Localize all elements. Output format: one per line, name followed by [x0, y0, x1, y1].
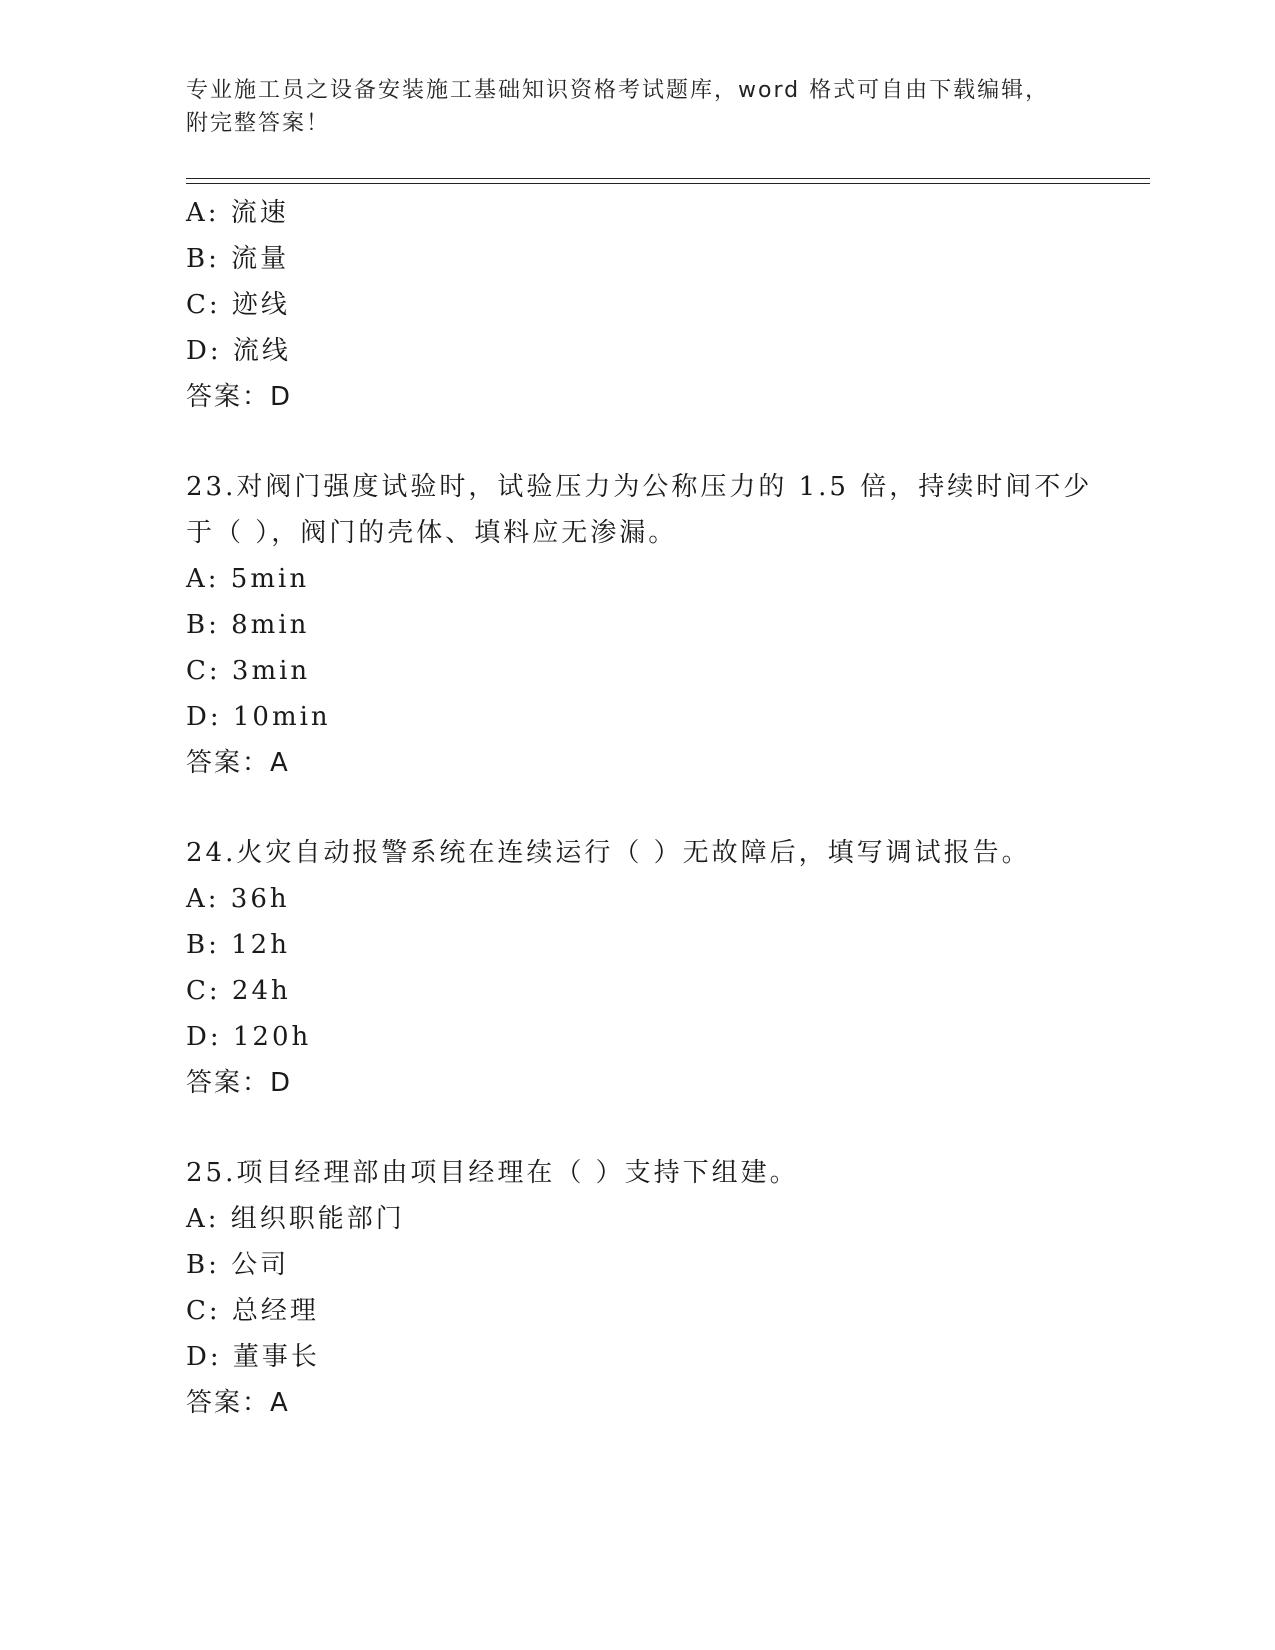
- option-d: D: 董事长: [186, 1342, 320, 1372]
- question-list: [186, 190, 1150, 1426]
- question-text-line-1: 25.项目经理部由项目经理在（ ）支持下组建。: [186, 1158, 799, 1188]
- header-divider-top: [186, 178, 1150, 179]
- spacer: [186, 420, 1150, 464]
- option-b: B: 12h: [186, 930, 290, 960]
- option-d: D: 流线: [186, 336, 291, 366]
- header-divider-bottom: [186, 183, 1150, 184]
- option-c: C: 总经理: [186, 1296, 319, 1326]
- question-text-line-2: 于（ ），阀门的壳体、填料应无渗漏。: [186, 518, 678, 548]
- question-25: [186, 1150, 1150, 1426]
- header-line-1: 专业施工员之设备安装施工基础知识资格考试题库，word 格式可自由下载编辑，: [186, 78, 1050, 103]
- spacer: [186, 1106, 1150, 1150]
- answer-line: 答案：A: [186, 748, 290, 778]
- question-text-line-1: 23.对阀门强度试验时，试验压力为公称压力的 1.5 倍，持续时间不少: [186, 472, 1093, 502]
- option-d: D: 120h: [186, 1022, 312, 1052]
- option-a: A: 36h: [186, 884, 290, 914]
- spacer: [186, 786, 1150, 830]
- option-a: A: 组织职能部门: [186, 1204, 405, 1234]
- option-b: B: 8min: [186, 610, 310, 640]
- question-22: [186, 190, 1150, 420]
- answer-line: 答案：A: [186, 1388, 290, 1418]
- option-c: C: 3min: [186, 656, 311, 686]
- question-24: [186, 830, 1150, 1106]
- answer-line: 答案：D: [186, 1068, 293, 1098]
- option-b: B: 流量: [186, 244, 290, 274]
- question-text-line-1: 24.火灾自动报警系统在连续运行（ ）无故障后，填写调试报告。: [186, 838, 1031, 868]
- option-a: A: 流速: [186, 198, 289, 228]
- document-header: [186, 74, 1086, 140]
- option-d: D: 10min: [186, 702, 331, 732]
- option-a: A: 5min: [186, 564, 310, 594]
- option-c: C: 24h: [186, 976, 291, 1006]
- header-line-2: 附完整答案！: [186, 111, 331, 136]
- option-b: B: 公司: [186, 1250, 290, 1280]
- answer-line: 答案：D: [186, 382, 293, 412]
- option-c: C: 迹线: [186, 290, 290, 320]
- question-23: [186, 464, 1150, 786]
